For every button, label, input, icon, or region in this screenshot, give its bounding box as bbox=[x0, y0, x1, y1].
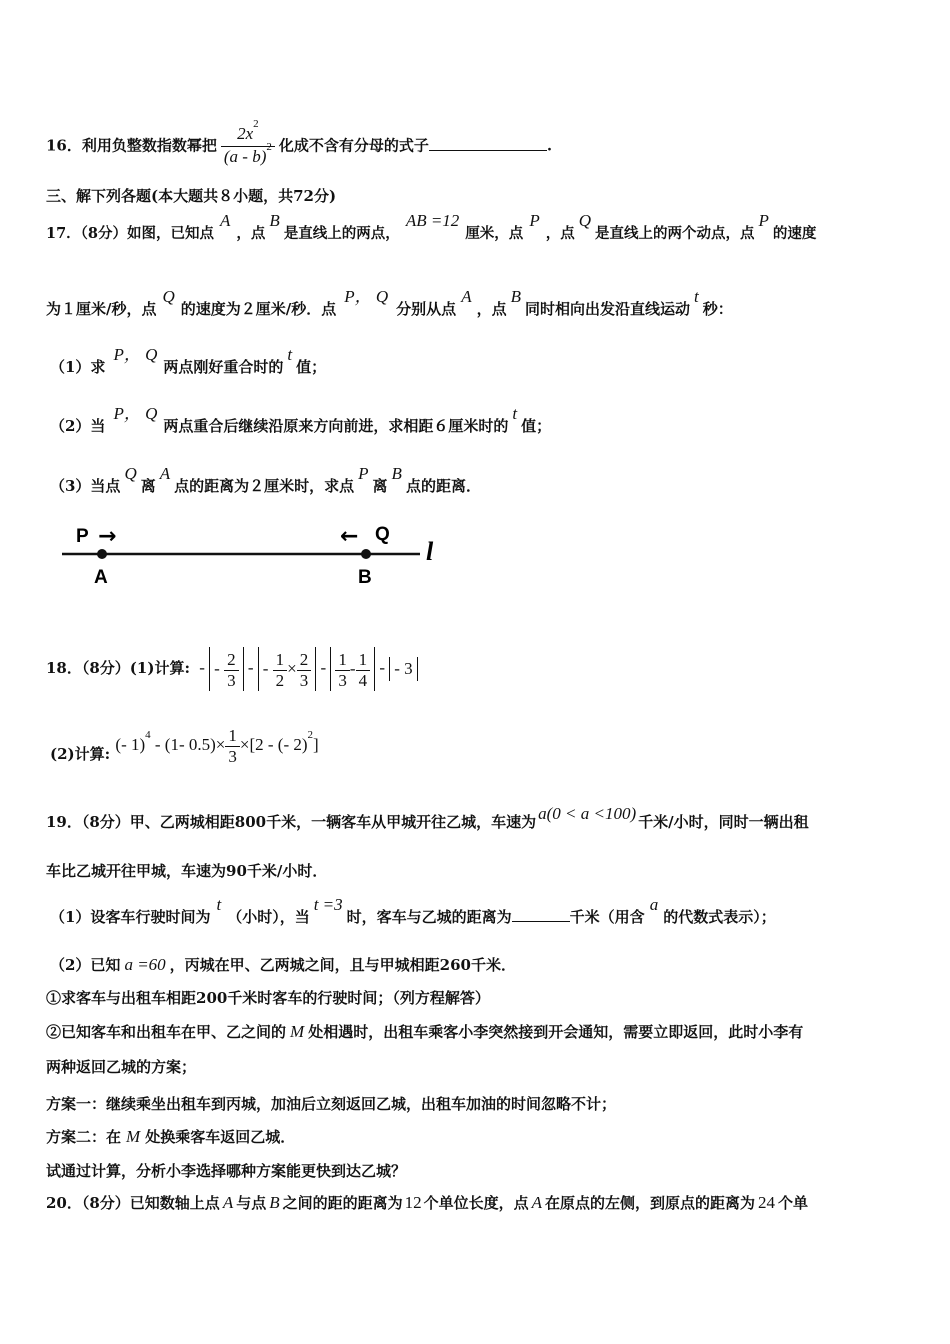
question-19-line-1: 19．（8分）甲、乙两城相距800千米，一辆客车从甲城开往乙城，车速为 a(0 < a <100) 千米/小时，同时一辆出租 bbox=[46, 804, 809, 831]
point-b-dot bbox=[361, 549, 371, 559]
question-17-line-1: 17．（8分）如图，已知点A，点B是直线上的两点，AB =12厘米，点P，点Q是直线上的两个动点，点P的速度 bbox=[46, 211, 817, 242]
q19-answer-blank bbox=[512, 907, 570, 922]
question-19-plan-2: 方案二：在 M 处换乘客车返回乙城． bbox=[46, 1127, 296, 1146]
question-18-part-2: (2)计算: (- 1)$^4$ - (1- 0.5)× $\frac{1}{3}$ ×[2 - (- 2)$^2$] bbox=[50, 725, 319, 766]
question-18-part-1: 18．（8分）(1)计算: - - $\frac{2}{3}$ - - $\frac{1}{2}$ × $\frac{2}{3}$ - $\frac{1}{3}$ - $\frac{1}{4}$ - - 3 bbox=[46, 642, 418, 692]
label-b: B bbox=[358, 567, 372, 588]
q16-prefix: 16．利用负整数指数幂把 bbox=[46, 136, 217, 155]
question-19-item-2: ②已知客车和出租车在甲、乙之间的 M 处相遇时，出租车乘客小李突然接到开会通知，需要立即返回，此时小李有 bbox=[46, 1022, 804, 1041]
question-17-sub-1: （1）求P， Q两点刚好重合时的t值； bbox=[50, 345, 327, 376]
point-a-dot bbox=[97, 549, 107, 559]
question-19-plan-1: 方案一：继续乘坐出租车到丙城，加油后立刻返回乙城，出租车加油的时间忽略不计； bbox=[46, 1095, 617, 1113]
q16-suffix: 化成不含有分母的式子 bbox=[278, 136, 429, 155]
label-q: Q bbox=[375, 524, 390, 545]
q17-line-figure bbox=[50, 515, 450, 590]
question-19-item-1: ①求客车与出租车相距200千米时客车的行驶时间；（列方程解答） bbox=[46, 989, 490, 1007]
question-17-line-2: 为１厘米/秒，点Q的速度为２厘米/秒．点P， Q分别从点A，点B同时相向出发沿直线运动t秒： bbox=[46, 287, 733, 318]
label-p: P bbox=[76, 526, 89, 547]
label-a: A bbox=[94, 567, 108, 588]
question-17-sub-2: （2）当P， Q两点重合后继续沿原来方向前进，求相距６厘米时的t值； bbox=[50, 404, 552, 435]
section-3-title: 三、解下列各题(本大题共８小题，共72分) bbox=[46, 187, 337, 205]
question-19-sub-2: （2）已知 a =60 ，丙城在甲、乙两城之间，且与甲城相距260千米． bbox=[50, 955, 516, 974]
q16-fraction: $\frac{2x^2}{(a - b)^2}$ bbox=[221, 124, 275, 169]
q16-end: . bbox=[546, 136, 553, 155]
question-19-line-2: 车比乙城开往甲城，车速为90千米/小时． bbox=[46, 862, 328, 880]
question-16 bbox=[46, 118, 553, 169]
question-19-sub-1: （1）设客车行驶时间为t（小时），当t =3时，客车与乙城的距离为 千米（用含a的代数式表示）； bbox=[50, 895, 776, 926]
question-17-sub-3: （3）当点Q离A点的距离为２厘米时，求点P离B点的距离． bbox=[50, 464, 481, 495]
question-19-item-2-cont: 两种返回乙城的方案； bbox=[46, 1058, 197, 1076]
q18-expression-2: (- 1)$^4$ - (1- 0.5)× $\frac{1}{3}$ ×[2 - (- 2)$^2$] bbox=[115, 725, 319, 766]
arrow-right-icon: → bbox=[98, 524, 117, 549]
question-19-ask: 试通过计算，分析小李选择哪种方案能更快到达乙城？ bbox=[46, 1162, 407, 1180]
arrow-left-icon: ← bbox=[340, 524, 359, 549]
question-20-line-1: 20．（8分）已知数轴上点 A 与点 B 之间的距的距离为 12 个单位长度，点 A 在原点的左侧，到原点的距离为 24 个单 bbox=[46, 1193, 809, 1212]
q18-expression-1: - - $\frac{2}{3}$ - - $\frac{1}{2}$ × $\frac{2}{3}$ - $\frac{1}{3}$ - $\frac{1}{4}$ - - 3 bbox=[199, 658, 417, 677]
q16-answer-blank bbox=[429, 136, 547, 151]
label-l: l bbox=[426, 537, 434, 566]
